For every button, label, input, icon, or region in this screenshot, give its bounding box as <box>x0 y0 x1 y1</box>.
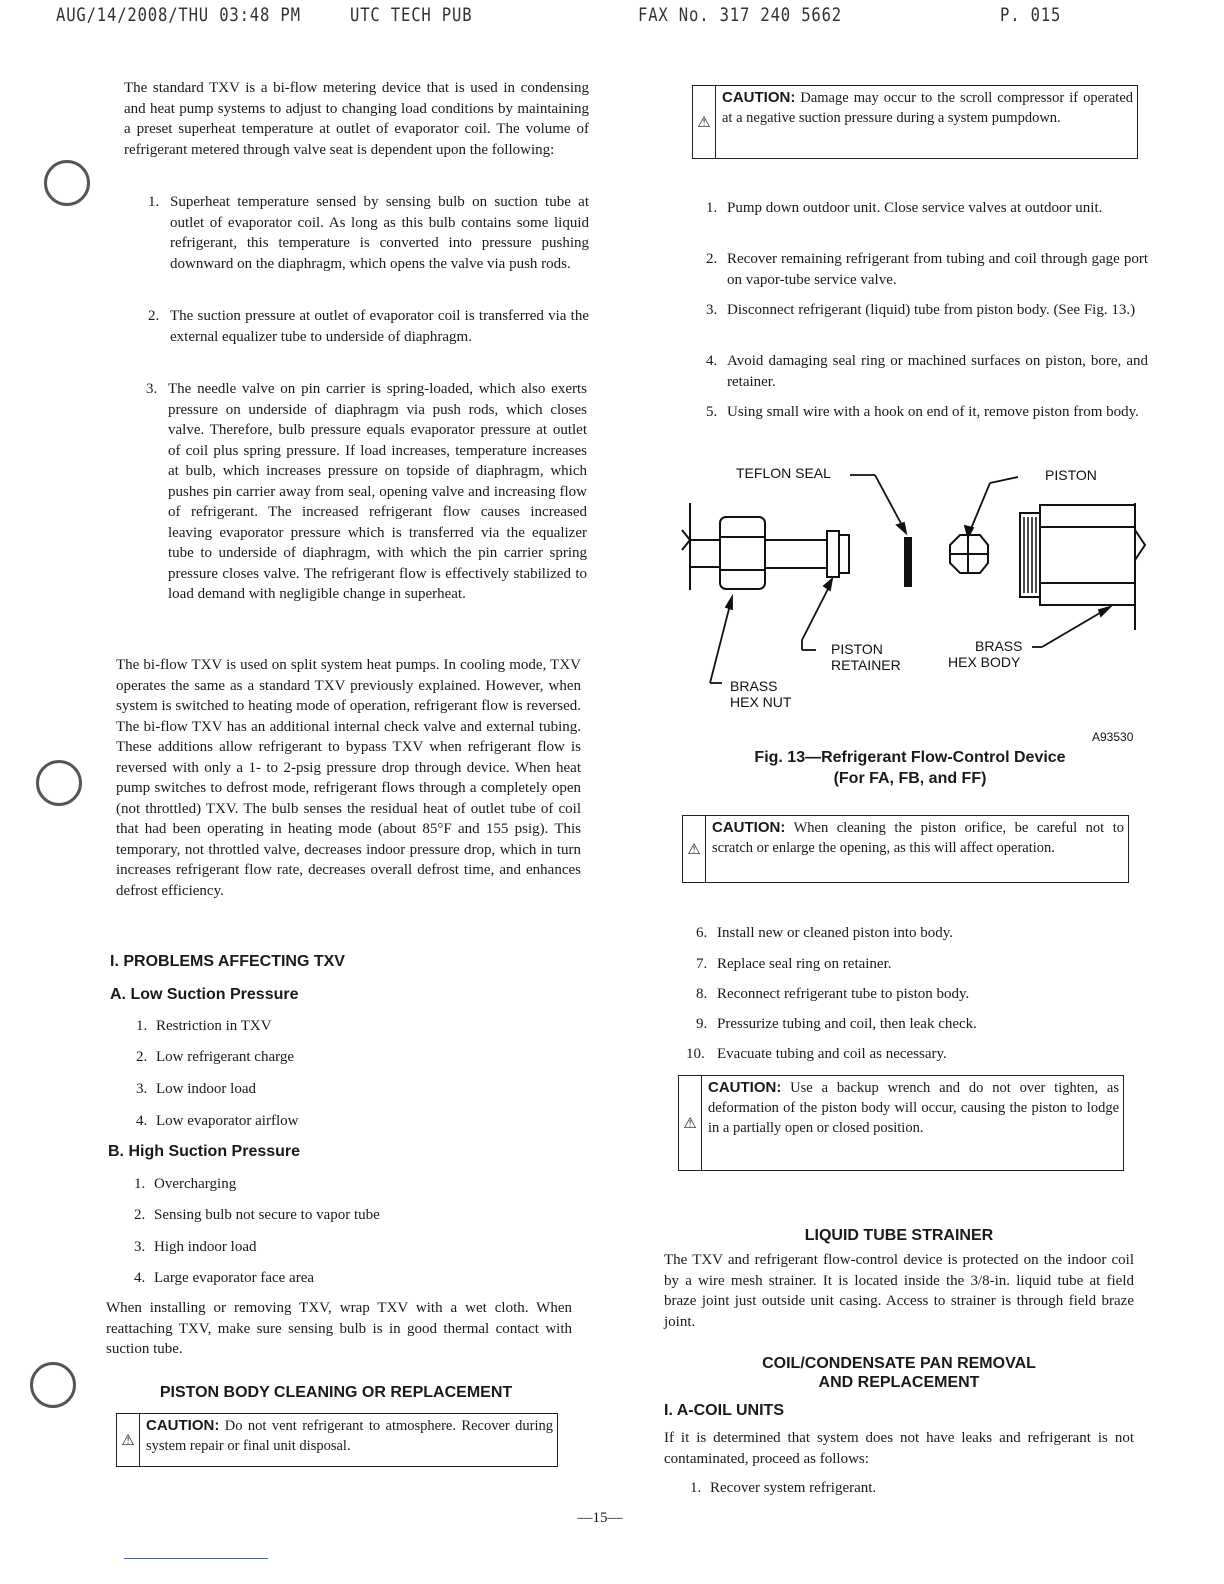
flow-control-device-figure <box>680 455 1150 745</box>
subsection-low-suction: A. Low Suction Pressure <box>110 986 299 1003</box>
acoil-paragraph: If it is determined that system does not have leaks and refrigerant is not contaminated, proceed as follows: <box>664 1430 1134 1467</box>
list-item: 1. Overcharging <box>134 1176 237 1192</box>
list-item: 8. Reconnect refrigerant tube to piston body. <box>696 986 970 1002</box>
list-item: 10. Evacuate tubing and coil as necessary. <box>686 1046 947 1062</box>
warning-icon: ⚠ <box>683 816 706 882</box>
biflow-paragraph: The bi-flow TXV is used on split system heat pumps. In cooling mode, TXV operates the same as a standard TXV previously explained. However, when system is switched to heating mode of operation, refrigerant flow is reversed. The bi-flow TXV has an additional internal check valve and external tubing. These additions allow refrigerant to bypass TXV when refrigerant flow is reversed with only a 1- to 2-psig pressure drop through device. When heat pump switches to defrost mode, refrigerant flows through a completely open (not throttled) TXV. The bulb senses the residual heat of outlet tube of coil that had been operating in heating mode (about 85°F and 155 psig). This temporary, not throttled valve, decreases indoor pressure drop, which in turn increases refrigerant flow rate, decreases overall defrost time, and enhances defrost efficiency. <box>116 657 581 899</box>
list-item: 2. The suction pressure at outlet of evaporator coil is transferred via the external equalizer tube to underside of diaphragm. <box>148 308 589 345</box>
list-item: 1. Restriction in TXV <box>136 1018 272 1034</box>
list-item: 1. Recover system refrigerant. <box>690 1480 877 1496</box>
list-item: 2. Low refrigerant charge <box>136 1049 294 1065</box>
list-item: 6. Install new or cleaned piston into body. <box>696 925 954 941</box>
caution-vent: ⚠ CAUTION: Do not vent refrigerant to atmosphere. Recover during system repair or final unit disposal. <box>116 1413 558 1467</box>
list-item: 9. Pressurize tubing and coil, then leak check. <box>696 1016 977 1032</box>
subsection-high-suction: B. High Suction Pressure <box>108 1143 301 1160</box>
list-item: 1. Pump down outdoor unit. Close service valves at outdoor unit. <box>706 200 1103 216</box>
list-item: 3. Low indoor load <box>136 1081 256 1097</box>
list-item: 3. The needle valve on pin carrier is spring-loaded, which also exerts pressure on underside of diaphragm via push rods, which closes valve. Therefore, bulb pressure equals evaporator pressure at outlet of coil plus spring pressure. If load increases, temperature increases at bulb, which increases pressure on topside of diaphragm, which pushes pin carrier away from seal, opening valve and increasing flow of refrigerant. The increased refrigerant flow causes increased leaving evaporator pressure which is transferred via the equalizer tube to underside of diaphragm, with which the pin carrier spring pressure closes valve. The refrigerant flow is effectively stabilized to load demand with negligible change in superheat. <box>146 381 587 602</box>
coil-heading: COIL/CONDENSATE PAN REMOVAL AND REPLACEMENT <box>762 1355 1036 1391</box>
acoil-heading: I. A-COIL UNITS <box>664 1402 784 1419</box>
figure-code: A93530 <box>1092 730 1134 744</box>
strainer-heading: LIQUID TUBE STRAINER <box>804 1227 994 1244</box>
caution-orifice: ⚠ CAUTION: When cleaning the piston orifice, be careful not to scratch or enlarge the opening, as this will affect operation. <box>682 815 1129 883</box>
warning-icon: ⚠ <box>117 1414 140 1466</box>
list-item: 2. Recover remaining refrigerant from tubing and coil through gage port on vapor-tube service valve. <box>706 251 1148 288</box>
label-brass-hex-body-2: HEX BODY <box>948 654 1021 670</box>
label-brass-hex-body: BRASS <box>975 638 1023 654</box>
list-item: 5. Using small wire with a hook on end of it, remove piston from body. <box>706 404 1139 420</box>
fax-date: AUG/14/2008/THU 03:48 PM <box>56 4 301 26</box>
binder-hole-middle <box>36 760 82 806</box>
list-item: 3. Disconnect refrigerant (liquid) tube from piston body. (See Fig. 13.) <box>706 302 1136 318</box>
list-item: 1. Superheat temperature sensed by sensing bulb on suction tube at outlet of evaporator coil. As long as this bulb contains some liquid refrigerant, this temperature is converted into pressure pushing downward on the diaphragm, which opens the valve via push rods. <box>148 194 589 272</box>
binder-hole-top <box>44 160 90 206</box>
label-piston-retainer: PISTON <box>831 641 883 657</box>
list-item: 4. Low evaporator airflow <box>136 1113 299 1129</box>
footer-rule <box>124 1558 268 1559</box>
list-item: 3. High indoor load <box>134 1239 257 1255</box>
list-item: 4. Large evaporator face area <box>134 1270 315 1286</box>
list-item: 7. Replace seal ring on retainer. <box>696 956 892 972</box>
strainer-paragraph: The TXV and refrigerant flow-control device is protected on the indoor coil by a wire mesh strainer. It is located inside the 3/8-in. liquid tube at field braze joint just outside unit casing. Access to strainer is through field braze joint. <box>664 1252 1134 1330</box>
label-piston: PISTON <box>1045 467 1097 483</box>
binder-hole-bottom <box>30 1362 76 1408</box>
fax-number: FAX No. 317 240 5662 <box>638 4 843 26</box>
intro-paragraph: The standard TXV is a bi-flow metering device that is used in condensing and heat pump systems to adjust to changing load conditions by maintaining a preset superheat temperature at outlet of evaporator coil. The volume of refrigerant metered through valve seat is dependent upon the following: <box>124 80 589 158</box>
figure-caption: Fig. 13—Refrigerant Flow-Control Device (For FA, FB, and FF) <box>754 749 1066 787</box>
page-number: —15— <box>577 1510 623 1526</box>
fax-page: P. 015 <box>1000 4 1062 26</box>
section-problems-heading: I. PROBLEMS AFFECTING TXV <box>110 953 345 970</box>
warning-icon: ⚠ <box>679 1076 702 1170</box>
fax-sender: UTC TECH PUB <box>350 4 473 26</box>
label-teflon-seal: TEFLON SEAL <box>736 465 831 481</box>
list-item: 4. Avoid damaging seal ring or machined surfaces on piston, bore, and retainer. <box>706 353 1148 390</box>
label-brass-hex-nut: BRASS <box>730 678 778 694</box>
teflon-seal <box>904 537 912 587</box>
piston-body-heading: PISTON BODY CLEANING OR REPLACEMENT <box>159 1384 513 1401</box>
warning-icon: ⚠ <box>693 86 716 158</box>
label-piston-retainer-2: RETAINER <box>831 657 901 673</box>
wrap-note: When installing or removing TXV, wrap TXV with a wet cloth. When reattaching TXV, make sure sensing bulb is in good thermal contact with suction tube. <box>106 1300 572 1357</box>
caution-wrench: ⚠ CAUTION: Use a backup wrench and do not over tighten, as deformation of the piston body will occur, causing the piston to lodge in a partially open or closed position. <box>678 1075 1124 1171</box>
list-item: 2. Sensing bulb not secure to vapor tube <box>134 1207 380 1223</box>
caution-pumpdown: ⚠ CAUTION: Damage may occur to the scroll compressor if operated at a negative suction pressure during a system pumpdown. <box>692 85 1138 159</box>
label-brass-hex-nut-2: HEX NUT <box>730 694 792 710</box>
